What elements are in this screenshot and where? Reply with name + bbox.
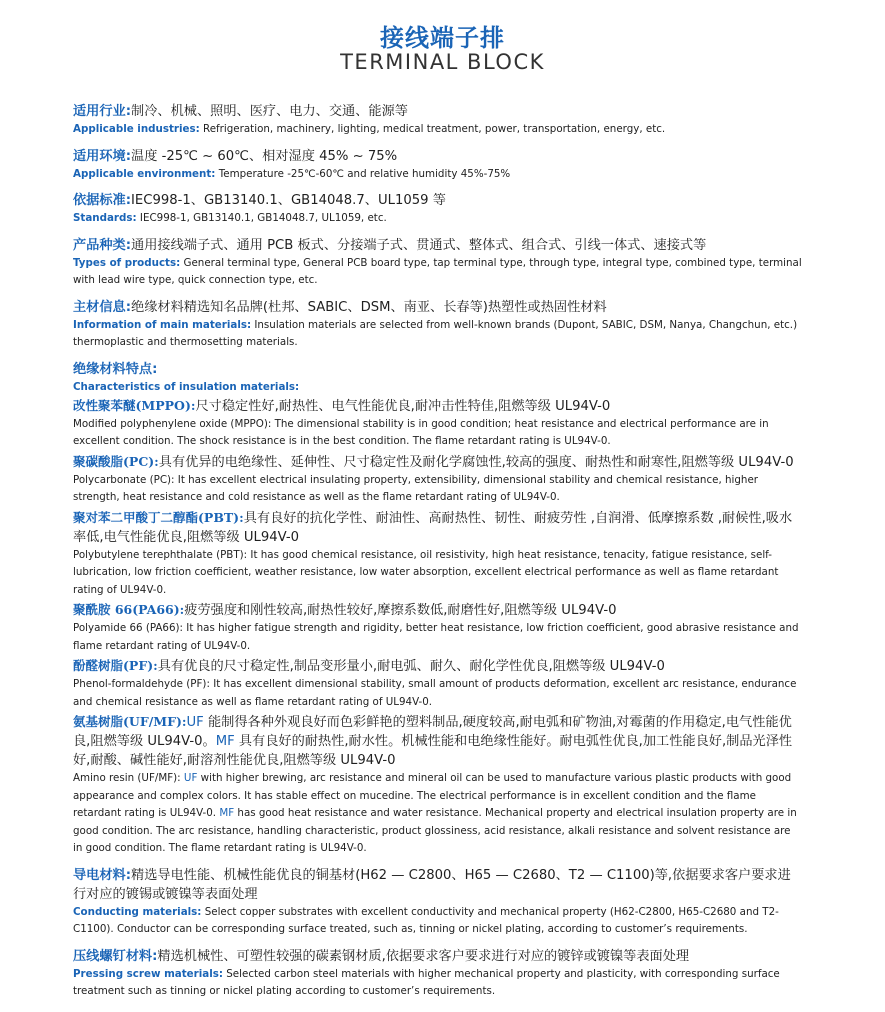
conducting-en-text: Select copper substrates with excellent conductivity and mechanical property (H62-C2800, H65-C2680 and T2-C1100). Conductor can be corresponding surface treated, such as, tinning or nickel plating, according to customer’s requirements. [73,905,779,935]
industries-en-label: Applicable industries: [73,123,200,135]
material-item-amino [73,712,803,858]
products-cn-label: 产品种类: [73,237,132,253]
standards-cn [73,191,803,210]
material-cn [73,452,803,472]
amino-cn-text-2: 具有良好的耐热性,耐水性。机械性能和电绝缘性能好。耐电弧性优良,加工性能良好,制品光泽性好,耐酸、碱性能好,耐溶剂性能优良,阻燃等级 UL94V-0 [73,734,793,768]
material-label: 聚酰胺 66(PA66): [73,602,185,617]
amino-label: 氨基树脂(UF/MF): [73,714,187,729]
material-item [73,508,803,600]
amino-en [73,770,803,858]
conducting-en-label: Conducting materials: [73,905,202,918]
industries-en [73,121,803,139]
main-materials-cn [73,298,803,317]
amino-mf-tag: MF [215,734,235,749]
main-materials-en [73,317,803,352]
environment-cn [73,147,803,166]
main-materials-cn-label: 主材信息: [73,299,132,315]
material-en: Polycarbonate (PC): It has excellent electrical insulating property, extensibility, dimensional stability and chemical resistance, higher strength, heat resistance and cold resistance as well as the flame retardant rating of UL94V-0. [73,473,759,503]
material-cn [73,508,803,547]
section-products [73,236,803,290]
section-standards [73,191,803,228]
amino-cn-text-1: 能制得各种外观良好而色彩鲜艳的塑料制品,硬度较高,耐电弧和矿物油,对霉菌的作用稳定,电气性能优良,阻燃等级 UL94V-0。 [73,715,792,749]
amino-en-text-1: Amino resin (UF/MF): [73,772,184,784]
material-en: Phenol-formaldehyde (PF): It has excellent dimensional stability, small amount of products deformation, excellent arc resistance, endurance and chemical resistance as well as flame retardant rating of UL94V-0. [73,678,797,708]
screw-en [73,966,803,1001]
industries-cn-text: 制冷、机械、照明、医疗、电力、交通、能源等 [131,104,408,119]
standards-en-text: IEC998-1, GB13140.1, GB14048.7, UL1059, etc. [136,212,387,224]
material-label: 聚对苯二甲酸丁二醇酯(PBT): [73,509,244,525]
material-cn-text: 具有良好的抗化学性、耐油性、高耐热性、韧性、耐疲劳性 ,自润滑、低摩擦系数 ,耐候性,吸水率低,电气性能优良,阻燃等级 UL94V-0 [73,510,793,545]
amino-en-uf-tag: UF [183,772,198,784]
section-insulation [73,360,803,858]
insulation-heading-en: Characteristics of insulation materials: [73,380,300,393]
products-en-text: General terminal type, General PCB board type, tap terminal type, through type, integral type, combined type, terminal with lead wire type, quick connection type, etc. [73,256,802,286]
title-english: TERMINAL BLOCK [340,50,545,74]
section-conducting [73,866,803,939]
material-item [73,396,803,451]
main-materials-en-text: Insulation materials are selected from well-known brands (Dupont, SABIC, DSM, Nanya, Changchun, etc.) thermoplastic and thermosetting materials. [73,318,798,348]
material-cn [73,656,803,676]
material-cn [73,396,803,416]
main-materials-cn-text: 绝缘材料精选知名品牌(杜邦、SABIC、DSM、南亚、长春等)热塑性或热固性材料 [131,299,607,315]
material-label: 酚醛树脂(PF): [73,658,158,673]
amino-uf-tag: UF [186,715,204,730]
amino-cn [73,712,803,770]
screw-en-label: Pressing screw materials: [73,967,223,980]
environment-en-text: Temperature -25℃-60℃ and relative humidity 45%-75% [215,167,511,180]
material-en: Polyamide 66 (PA66): It has higher fatigue strength and rigidity, better heat resistance, low friction coefficient, good abrasive resistance and flame retardant rating of UL94V-0. [73,622,799,652]
amino-en-text-3: has good heat resistance and water resistance. Mechanical property and electrical insulation property are in good condition. The arc resistance, handling characteristic, product glossiness, acid resistance, alkali resistance and solvent resistance are in good condition. The flame retardant rating is UL94V-0. [73,807,797,854]
industries-cn-label: 适用行业: [73,104,132,119]
title-chinese: 接线端子排 [380,24,505,52]
material-label: 聚碳酸脂(PC): [73,453,159,469]
section-industries [73,102,803,139]
insulation-heading-cn: 绝缘材料特点: [73,361,158,377]
amino-en-text-2: with higher brewing, arc resistance and mineral oil can be used to manufacture various plastic products with good appearance and complex colors. It has stable effect on mucedine. The electrical performance is in excellent condition and the flame retardant rating is UL94V-0. [73,772,792,819]
standards-en-label: Standards: [73,212,137,224]
material-cn [73,600,803,620]
conducting-cn-label: 导电材料: [73,867,132,883]
material-cn-text: 具有优异的电绝缘性、延伸性、尺寸稳定性及耐化学腐蚀性,较高的强度、耐热性和耐寒性,阻燃等级 UL94V-0 [158,454,794,470]
material-en: Modified polyphenylene oxide (MPPO): The dimensional stability is in good condition; heat resistance and electrical performance are in excellent condition. The shock resistance is in the best condition. The flame retardant rating is UL94V-0. [73,417,769,447]
material-cn-text: 尺寸稳定性好,耐热性、电气性能优良,耐冲击性特佳,阻燃等级 UL94V-0 [195,398,611,414]
section-main-materials [73,298,803,352]
environment-en [73,166,803,184]
standards-cn-text: IEC998-1、GB13140.1、GB14048.7、UL1059 等 [131,193,446,208]
main-materials-en-label: Information of main materials: [73,318,252,331]
conducting-en [73,904,803,939]
conducting-cn [73,866,803,904]
industries-cn [73,102,803,121]
screw-en-text: Selected carbon steel materials with higher mechanical property and plasticity, with corresponding surface treatment such as tinning or nickel plating according to customer’s requirements. [73,967,780,997]
products-en [73,255,803,290]
material-cn-text: 疲劳强度和刚性较高,耐热性较好,摩擦系数低,耐磨性好,阻燃等级 UL94V-0 [184,603,617,618]
industries-en-text: Refrigeration, machinery, lighting, medical treatment, power, transportation, energy, etc. [199,123,666,135]
material-item [73,656,803,711]
screw-cn-text: 精选机械性、可塑性较强的碳素钢材质,依据要求客户要求进行对应的镀锌或镀镍等表面处理 [157,948,690,964]
screw-cn-label: 压线螺钉材料: [73,948,158,964]
section-screw [73,947,803,1001]
amino-en-mf-tag: MF [219,807,235,819]
section-environment [73,147,803,184]
screw-cn [73,947,803,966]
products-cn-text: 通用接线端子式、通用 PCB 板式、分接端子式、贯通式、整体式、组合式、引线一体式、速接式等 [131,237,707,253]
products-cn [73,236,803,255]
environment-cn-label: 适用环境: [73,148,132,164]
material-cn-text: 具有优良的尺寸稳定性,制品变形量小,耐电弧、耐久、耐化学性优良,阻燃等级 UL94V-0 [157,659,665,674]
material-en: Polybutylene terephthalate (PBT): It has good chemical resistance, oil resistivity, high heat resistance, tenacity, fatigue resistance, self-lubrication, low friction coefficient, weather resistance, low water absorption, excellent electrical performance as well as flame retardant rating of UL94V-0. [73,548,779,596]
environment-cn-text: 温度 -25℃ ~ 60℃、相对湿度 45% ~ 75% [131,148,398,164]
standards-en [73,210,803,228]
products-en-label: Types of products: [73,256,181,269]
spec-content [73,102,803,1009]
material-label: 改性聚苯醚(MPPO): [73,397,196,413]
standards-cn-label: 依据标准: [73,193,132,208]
conducting-cn-text: 精选导电性能、机械性能优良的铜基材(H62 — C2800、H65 — C2680、T2 — C1100)等,依据要求客户要求进行对应的镀锡或镀镍等表面处理 [73,867,791,902]
environment-en-label: Applicable environment: [73,167,216,180]
material-item [73,600,803,655]
material-item [73,452,803,507]
